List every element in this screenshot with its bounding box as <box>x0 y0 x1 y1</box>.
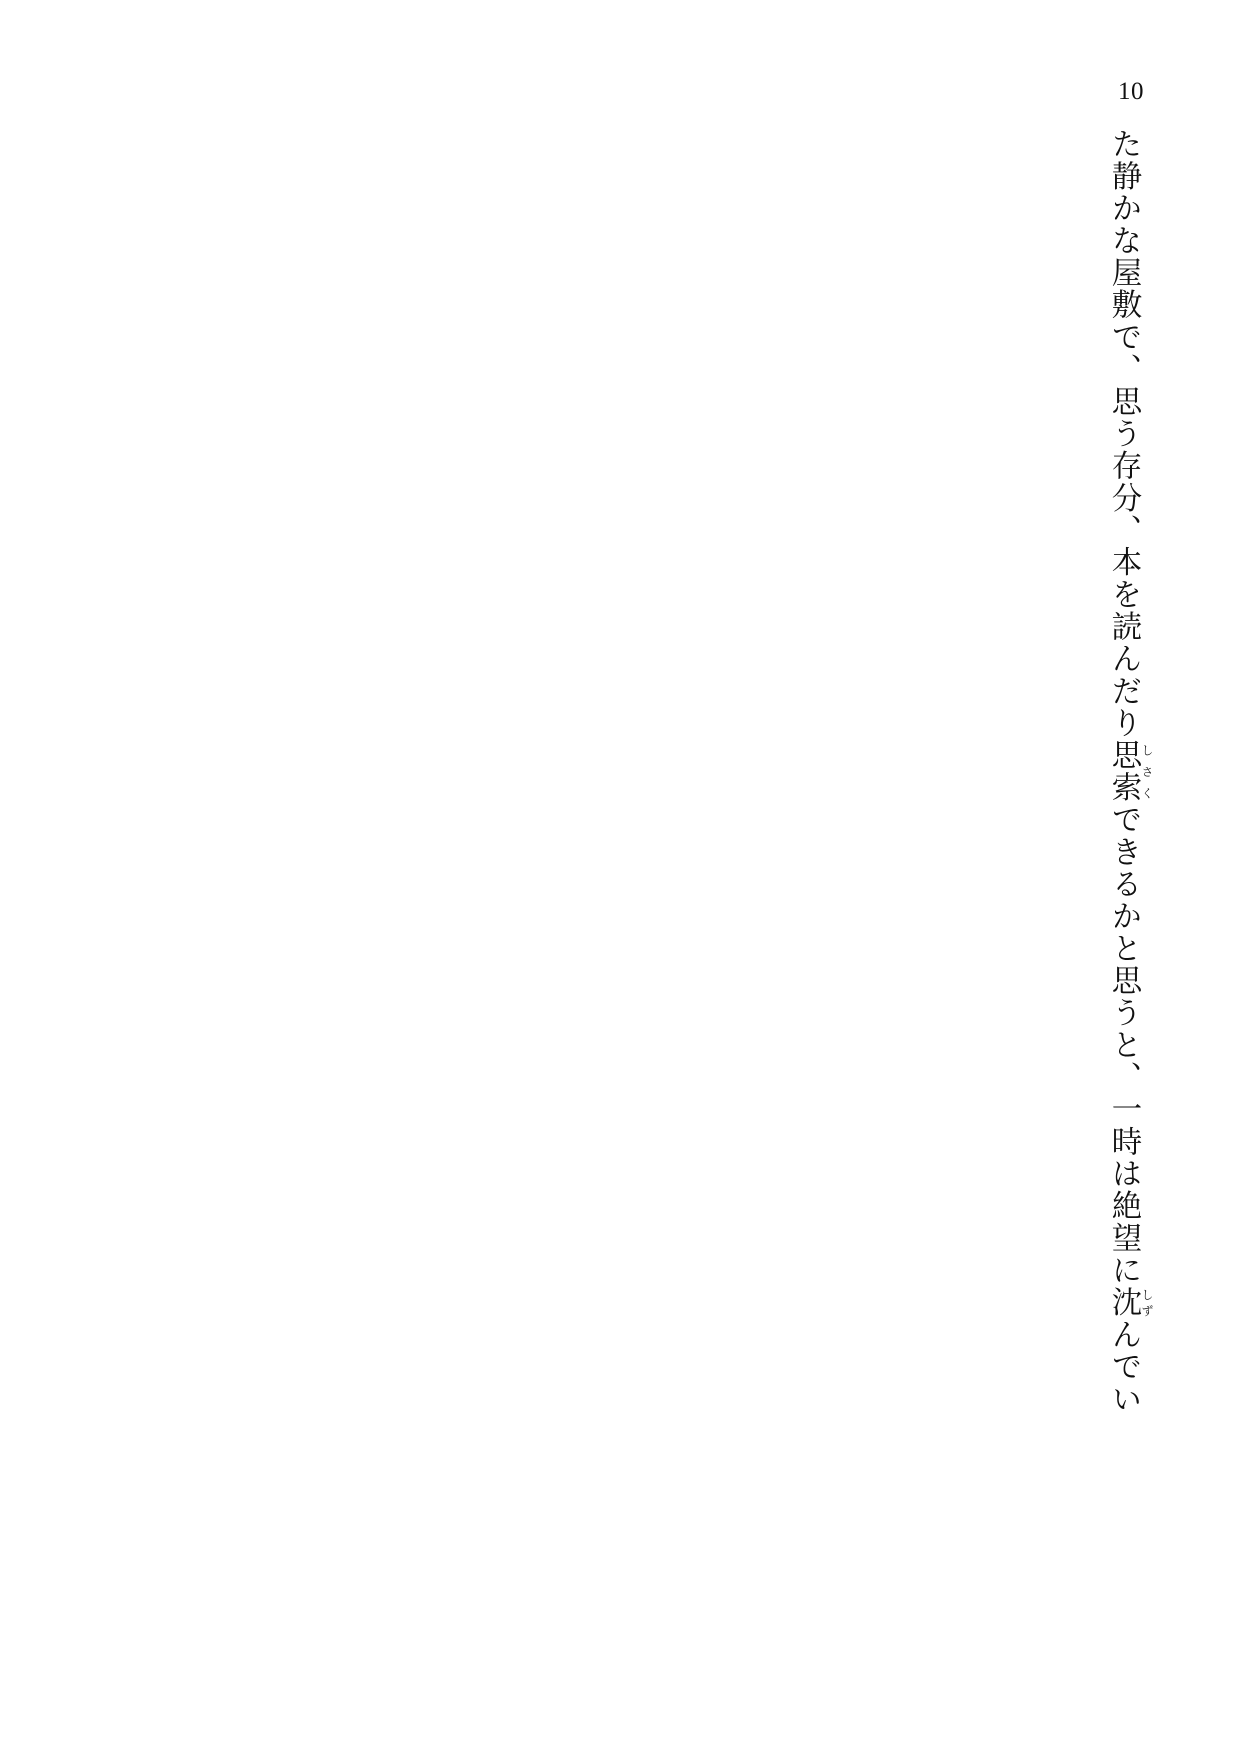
text-run: できるかと思うと、 <box>1107 803 1141 1094</box>
text-run: 思う存分、 <box>1107 385 1141 547</box>
text-line <box>1094 0 1154 128</box>
text-line <box>1094 128 1154 1632</box>
page-number: 10 <box>1118 78 1144 105</box>
ruby-annotation: 思索 しさく <box>1107 739 1154 804</box>
ruby-annotation: 沈 しず <box>1107 1286 1154 1319</box>
text-run: んでい <box>1107 1318 1141 1416</box>
text-run: た静かな屋敷で、 <box>1107 128 1141 386</box>
text-run: 一時は絶望に <box>1107 1093 1141 1287</box>
body-text-block <box>96 128 1154 1632</box>
text-run: 本を読んだり <box>1107 546 1141 740</box>
